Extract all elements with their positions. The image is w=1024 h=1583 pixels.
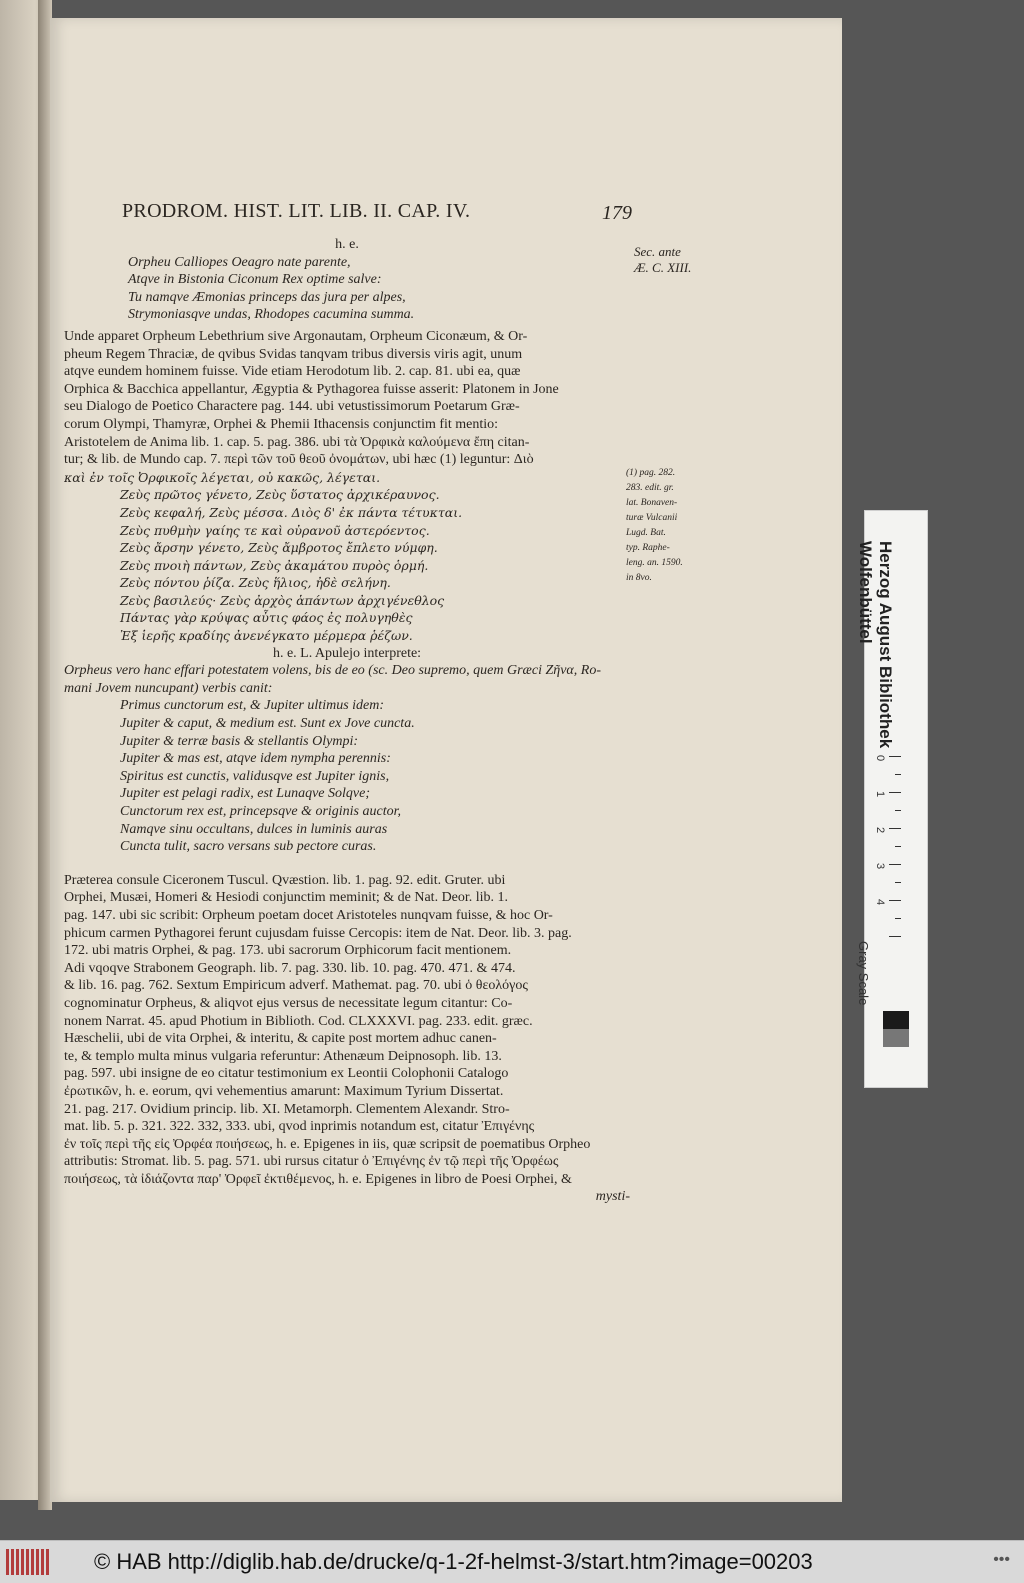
- ruler-tick: [895, 810, 901, 811]
- more-options-icon[interactable]: •••: [993, 1551, 1010, 1568]
- text-line: 172. ubi matris Orphei, & pag. 173. ubi sacrorum Orphicorum facit mentionem.: [64, 943, 512, 959]
- ruler-tick: [889, 756, 901, 757]
- margin-note-line: turæ Vulcanii: [626, 513, 678, 523]
- ruler-number: 4: [874, 898, 887, 906]
- viewer-footer: [0, 1540, 1024, 1583]
- text-line: [64, 856, 630, 872]
- margin-note-line: in 8vo.: [626, 573, 652, 583]
- text-line: Orpheu Calliopes Oeagro nate parente,: [128, 254, 351, 270]
- text-line: Ζεὺς βασιλεύς· Ζεὺς ἀρχὸς ἁπάντων ἀρχιγένεθλος: [120, 592, 445, 608]
- text-line: mysti-: [595, 1189, 630, 1205]
- text-line: Orphei, Musæi, Homeri & Hesiodi conjunctim meminit; & de Nat. Deor. lib. 1.: [64, 890, 509, 906]
- text-line: Hæschelii, ubi de vita Orphei, & interitu, & capite post mortem adhuc canen-: [64, 1031, 497, 1047]
- ruler-tick: [889, 936, 901, 937]
- margin-note-date: [634, 244, 691, 276]
- text-line: 21. pag. 217. Ovidium princip. lib. XI. Metamorph. Clementem Alexandr. Stro-: [64, 1101, 510, 1117]
- ruler-tick: [895, 882, 901, 883]
- page-number: 179: [602, 202, 632, 224]
- page-text-body: [64, 236, 630, 1206]
- text-line: Ζεὺς πνοιὴ πάντων, Ζεὺς ἀκαμάτου πυρὸς ὁρμή.: [120, 557, 429, 573]
- margin-note-reference: [626, 466, 716, 586]
- text-line: Tu namqve Æmonias princeps das jura per alpes,: [128, 289, 406, 305]
- text-line: te, & templo multa minus vulgaria referuntur: Athenæum Deipnosoph. lib. 13.: [64, 1048, 502, 1064]
- text-line: attributis: Stromat. lib. 5. pag. 571. ubi rursus citatur ὁ Ἐπιγένης ἐν τῷ περὶ τῆς Ὀρφέως: [64, 1154, 559, 1170]
- ruler-tick: [889, 900, 901, 901]
- margin-note-line: lat. Bonaven-: [626, 498, 678, 508]
- gray-swatch-mid: [883, 1029, 909, 1047]
- text-line: pag. 147. ubi sic scribit: Orpheum poetam docet Aristoteles nunqvam fuisse, & hoc Or-: [64, 907, 553, 923]
- ruler-tick: [895, 846, 901, 847]
- text-line: Primus cunctorum est, & Jupiter ultimus idem:: [120, 698, 385, 714]
- text-line: Ζεὺς ἄρσην γένετο, Ζεὺς ἄμβροτος ἔπλετο νύμφη.: [120, 540, 438, 556]
- text-line: Ζεὺς κεφαλή, Ζεὺς μέσσα. Διὸς δ' ἐκ πάντα τέτυκται.: [120, 504, 463, 520]
- ruler-number: 0: [874, 754, 887, 762]
- text-line: tur; & lib. de Mundo cap. 7. περὶ τῶν τοῦ θεοῦ ὀνομάτων, ubi hæc (1) leguntur: Διὸ: [64, 452, 534, 468]
- text-line: Orpheus vero hanc effari potestatem volens, bis de eo (sc. Deo supremo, quem Græci Ζῆνα, Ro-: [64, 663, 601, 679]
- text-line: Cunctorum rex est, princepsqve & originis auctor,: [120, 804, 402, 819]
- text-line: Spiritus est cunctis, validusqve est Jupiter ignis,: [120, 768, 390, 784]
- text-line: Adi vqoqve Strabonem Geograph. lib. 7. pag. 330. lib. 10. pag. 470. 471. & 474.: [64, 960, 516, 976]
- ruler-tick: [895, 774, 901, 775]
- library-name-line1: Herzog August Bibliothek: [876, 541, 895, 749]
- text-line: Aristotelem de Anima lib. 1. cap. 5. pag. 386. ubi τὰ Ὀρφικὰ καλούμενα ἔπη citan-: [64, 434, 530, 450]
- text-line: corum Olympi, Thamyræ, Orphei & Phemii Ithacensis conjunctim fit mentio:: [64, 416, 499, 432]
- ruler-tick: [889, 792, 901, 793]
- margin-note-line: typ. Raphe-: [626, 543, 670, 553]
- scale-ruler: [871, 756, 901, 946]
- text-line: Jupiter & caput, & medium est. Sunt ex Jove cuncta.: [120, 716, 415, 732]
- margin-note-line: Æ. C. XIII.: [634, 260, 692, 275]
- text-line: Jupiter & mas est, atqve idem nympha perennis:: [120, 751, 391, 767]
- text-line: Ζεὺς πυθμὴν γαίης τε καὶ οὐρανοῦ ἀστερόεντος.: [120, 522, 430, 538]
- text-line: ποιήσεως, τὰ ἰδιάζοντα παρ' Ὀρφεῖ ἐκτιθέμενος, h. e. Epigenes in libro de Poesi Orphei, &: [64, 1171, 572, 1187]
- text-line: καὶ ἐν τοῖς Ὀρφικοῖς λέγεται, οὐ κακῶς, λέγεται.: [64, 469, 381, 485]
- gray-scale-label: Gray Scale: [856, 941, 871, 1006]
- text-line: Ἐξ ἱερῆς κραδίης ἀνενέγκατο μέρμερα ῥέζων.: [120, 628, 413, 644]
- text-line: Unde apparet Orpheum Lebethrium sive Argonautam, Orpheum Ciconæum, & Or-: [64, 328, 528, 344]
- ruler-number: 3: [874, 862, 887, 870]
- text-line: seu Dialogo de Poetico Charactere pag. 144. ubi vetustissimorum Poetarum Græ-: [64, 399, 520, 415]
- ruler-tick: [889, 828, 901, 829]
- footer-source-link[interactable]: © HAB http://diglib.hab.de/drucke/q-1-2f-helmst-3/start.htm?image=00203: [94, 1549, 813, 1574]
- text-line: phicum carmen Pythagorei ferunt cujusdam fuisse Cercopis: item de Nat. Deor. lib. 3. pag.: [64, 925, 572, 941]
- library-name: [855, 541, 895, 748]
- running-head: PRODROM. HIST. LIT. LIB. II. CAP. IV.: [122, 200, 471, 222]
- text-line: Atqve in Bistonia Ciconum Rex optime salve:: [128, 272, 382, 288]
- text-line: Namqve sinu occultans, dulces in luminis auras: [120, 821, 388, 837]
- library-label-card: [856, 510, 928, 1088]
- margin-note-line: Sec. ante: [634, 244, 681, 259]
- hab-logo-icon: [6, 1549, 49, 1575]
- text-line: Ζεὺς πόντου ῥίζα. Ζεὺς ἥλιος, ἠδὲ σελήνη.: [120, 575, 391, 591]
- text-line: Jupiter est pelagi radix, est Lunaqve Solqve;: [120, 786, 370, 802]
- library-name-line2: Wolfenbüttel: [856, 541, 875, 644]
- text-line: Præterea consule Ciceronem Tuscul. Qvæstion. lib. 1. pag. 92. edit. Gruter. ubi: [64, 872, 506, 888]
- text-line: & lib. 16. pag. 762. Sextum Empiricum adverf. Mathemat. pag. 70. ubi ὁ θεολόγος: [64, 978, 528, 994]
- text-line: nonem Narrat. 45. apud Photium in Biblioth. Cod. CLXXXVI. pag. 233. edit. græc.: [64, 1013, 533, 1029]
- text-line: atqve eundem hominem fuisse. Vide etiam Herodotum lib. 2. cap. 81. ubi ea, quæ: [64, 364, 521, 380]
- text-line: Orphica & Bacchica appellantur, Ægyptia & Pythagorea fuisse asserit: Platonem in Jone: [64, 381, 559, 397]
- gray-swatch-black: [883, 1011, 909, 1029]
- text-line: pheum Regem Thraciæ, de qvibus Svidas tanqvam tribus diversis viris agit, unum: [64, 346, 523, 362]
- text-line: h. e.: [335, 237, 359, 252]
- ruler-number: 2: [874, 826, 887, 834]
- text-line: Strymoniasqve undas, Rhodopes cacumina summa.: [128, 307, 415, 323]
- margin-note-line: leng. an. 1590.: [626, 558, 683, 568]
- margin-note-line: (1) pag. 282.: [626, 468, 676, 478]
- text-line: Πάντας γὰρ κρύψας αὖτις φάος ἐς πολυγηθὲς: [120, 610, 413, 626]
- text-line: cognominatur Orpheus, & aliqvot ejus versus de necessitate legum citantur: Co-: [64, 995, 513, 1011]
- text-line: Jupiter & terræ basis & stellantis Olympi:: [120, 733, 358, 749]
- text-line: mani Jovem nuncupant) verbis canit:: [64, 680, 273, 696]
- margin-note-line: Lugd. Bat.: [626, 528, 666, 538]
- text-line: pag. 597. ubi insigne de eo citatur testimonium ex Leontii Colophonii Catalogo: [64, 1066, 509, 1082]
- margin-note-line: 283. edit. gr.: [626, 483, 674, 493]
- text-line: Ζεὺς πρῶτος γένετο, Ζεὺς ὕστατος ἀρχικέραυνος.: [120, 487, 440, 503]
- text-line: mat. lib. 5. p. 321. 322. 332, 333. ubi, qvod inprimis notandum est, citatur Ἐπιγένης: [64, 1119, 535, 1135]
- text-line: Cuncta tulit, sacro versans sub pectore curas.: [120, 839, 377, 855]
- text-line: ἐν τοῖς περὶ τῆς εἰς Ὀρφέα ποιήσεως, h. e. Epigenes in iis, quæ scripsit de poematibus Orpheo: [64, 1136, 591, 1152]
- text-line: ἐρωτικῶν, h. e. eorum, qvi vehementius amarunt: Maximum Tyrium Dissertat.: [64, 1083, 504, 1099]
- ruler-tick: [895, 918, 901, 919]
- text-line: h. e. L. Apulejo interprete:: [272, 645, 422, 661]
- ruler-number: 1: [874, 790, 887, 798]
- ruler-tick: [889, 864, 901, 865]
